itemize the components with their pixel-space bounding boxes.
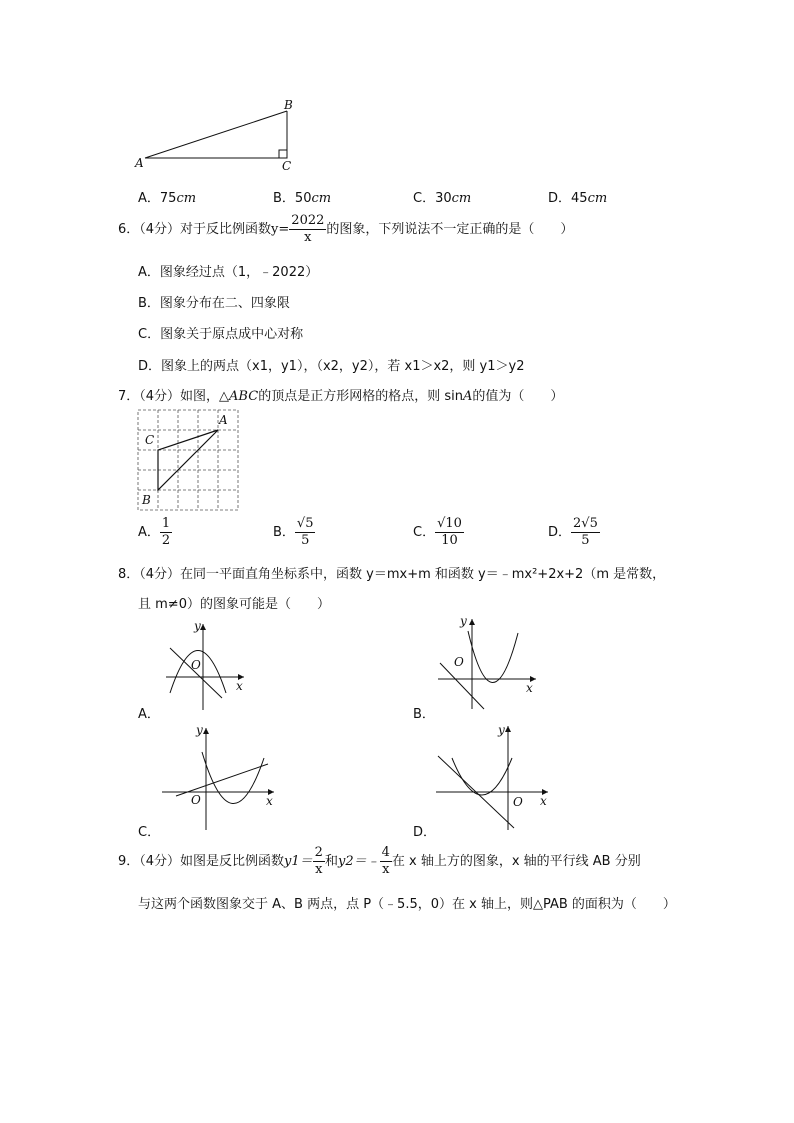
right-angle-mark — [279, 150, 287, 158]
q5-option-d: D．45cm — [548, 191, 608, 206]
q5-option-b: B．50cm — [273, 191, 332, 206]
q6-fraction: $\frac{2022}{x}$ — [291, 213, 325, 245]
q8-option-a: A． — [138, 707, 160, 722]
line — [440, 663, 484, 709]
q8-stem-line2: 且 m≠0）的图象可能是（ ） — [138, 597, 330, 612]
line — [176, 764, 268, 796]
axis-x-label: x — [526, 681, 533, 695]
axis-y-label: y — [460, 614, 467, 628]
vertex-label-b: B — [284, 98, 293, 112]
q6-option-a: A．图象经过点（1，﹣2022） — [138, 265, 319, 280]
q8-graph-d — [432, 722, 552, 832]
q6-func-lhs: y= — [271, 222, 290, 237]
vertex-label-a: A — [135, 156, 144, 170]
q8-option-b: B． — [413, 707, 435, 722]
origin-label: O — [191, 793, 201, 807]
axis-x-label: x — [266, 794, 273, 808]
origin-label: O — [454, 655, 464, 669]
triangle-side-ab — [145, 111, 287, 158]
parabola — [202, 752, 264, 804]
q8-graph-a — [160, 618, 250, 713]
q8-graph-c — [160, 722, 280, 832]
q8-option-d: D． — [413, 825, 437, 840]
parabola — [452, 758, 512, 795]
vertex-label-c: C — [282, 159, 292, 173]
q7-option-d: D． $\frac{2√5}{5}$ — [548, 516, 598, 548]
q6-prefix: 6．（4分）对于反比例函数 — [118, 222, 272, 237]
q6-suffix: 的图象，下列说法不一定正确的是（ ） — [326, 222, 574, 237]
q9-stem-line1: 9．（4分）如图是反比例函数y1＝ $\frac{2}{x}$ 和y2＝﹣ $\frac{4}{x}$ 在 x 轴上方的图象，x 轴的平行线 AB 分别 — [118, 845, 641, 877]
triangle-abc — [158, 430, 218, 490]
origin-label: O — [513, 795, 523, 809]
grid-label-a: A — [219, 413, 228, 427]
q6-option-d: D．图象上的两点（x1，y1），（x2，y2），若 x1＞x2，则 y1＞y2 — [138, 359, 525, 374]
axis-x-label: x — [236, 679, 243, 693]
grid-label-c: C — [145, 433, 155, 447]
q5-option-a: A．75cm — [138, 191, 197, 206]
parabola — [468, 631, 518, 683]
q8-option-c: C． — [138, 825, 161, 840]
q7-option-c: C． $\frac{√10}{10}$ — [413, 516, 462, 548]
q7-option-a: A． $\frac{1}{2}$ — [138, 516, 171, 548]
q8-stem-line1: 8．（4分）在同一平面直角坐标系中，函数 y＝mx+m 和函数 y＝﹣mx²+2x+2（m 是常数， — [118, 567, 666, 582]
q9-stem-line2: 与这两个函数图象交于 A、B 两点，点 P（﹣5.5，0）在 x 轴上，则△PAB 的面积为（ ） — [138, 897, 676, 912]
axis-y-label: y — [194, 619, 201, 633]
q7-option-b: B． $\frac{√5}{5}$ — [273, 516, 314, 548]
q8-graph-b — [432, 613, 542, 713]
axis-x-label: x — [540, 794, 547, 808]
q7-grid-figure — [136, 408, 240, 512]
axis-y-label: y — [498, 723, 505, 737]
q7-stem: 7．（4分）如图，△ABC的顶点是正方形网格的格点，则 sinA的值为（ ） — [118, 389, 564, 404]
grid-label-b: B — [142, 493, 151, 507]
q5-option-c: C．30cm — [413, 191, 472, 206]
axis-y-label: y — [196, 723, 203, 737]
q5-triangle-figure — [130, 98, 310, 173]
origin-label: O — [191, 658, 201, 672]
q6-option-b: B．图象分布在二、四象限 — [138, 296, 290, 311]
q6-option-c: C．图象关于原点成中心对称 — [138, 327, 304, 342]
q6-stem — [118, 213, 573, 247]
